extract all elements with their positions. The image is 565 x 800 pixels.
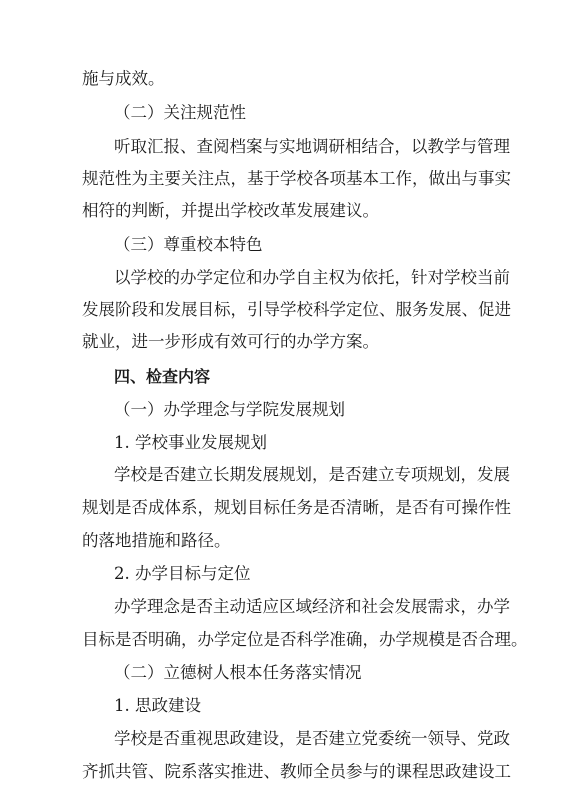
paragraph-line: 办学理念是否主动适应区域经济和社会发展需求，办学: [114, 597, 510, 616]
paragraph-line: 学校是否重视思政建设，是否建立党委统一领导、党政: [114, 729, 510, 748]
section-subheading: （一）办学理念与学院发展规划: [114, 400, 345, 419]
item-heading: 1. 思政建设: [114, 696, 201, 715]
paragraph-line: 施与成效。: [82, 69, 165, 88]
paragraph-line: 学校是否建立长期发展规划，是否建立专项规划，发展: [114, 465, 510, 484]
paragraph-line: 发展阶段和发展目标，引导学校科学定位、服务发展、促进: [82, 300, 511, 319]
section-heading: 四、检查内容: [114, 367, 211, 386]
paragraph-line: 齐抓共管、院系落实推进、教师全员参与的课程思政建设工: [82, 762, 511, 781]
item-heading: 2. 办学目标与定位: [114, 564, 251, 583]
paragraph-line: 就业，进一步形成有效可行的办学方案。: [82, 332, 379, 351]
paragraph-line: 相符的判断，并提出学校改革发展建议。: [82, 201, 379, 220]
paragraph-line: 目标是否明确，办学定位是否科学准确，办学规模是否合理。: [82, 630, 528, 649]
paragraph-line: 规划是否成体系，规划目标任务是否清晰，是否有可操作性: [82, 498, 511, 517]
paragraph-line: 规范性为主要关注点，基于学校各项基本工作，做出与事实: [82, 169, 511, 188]
section-subheading: （三）尊重校本特色: [114, 235, 263, 254]
paragraph-line: 的落地措施和路径。: [82, 531, 231, 550]
item-heading: 1. 学校事业发展规划: [114, 433, 267, 452]
section-subheading: （二）关注规范性: [114, 103, 246, 122]
paragraph-line: 以学校的办学定位和办学自主权为依托，针对学校当前: [114, 268, 510, 287]
paragraph-line: 听取汇报、查阅档案与实地调研相结合，以教学与管理: [114, 137, 510, 156]
section-subheading: （二）立德树人根本任务落实情况: [114, 663, 362, 682]
